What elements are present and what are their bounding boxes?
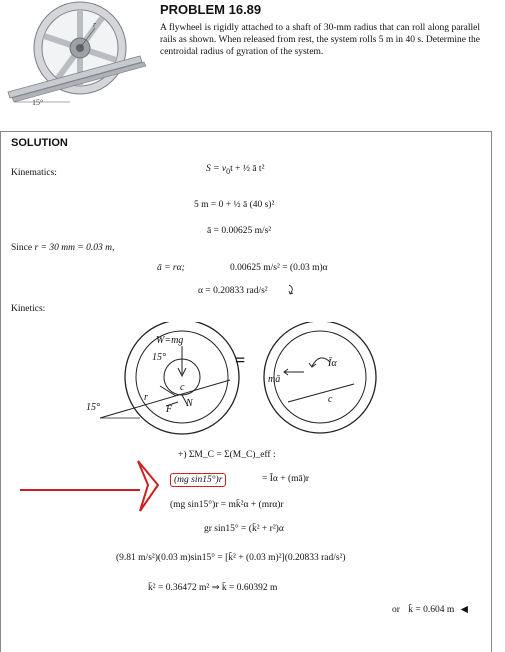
fbd-angle-label-base: 15°	[86, 402, 100, 413]
fbd-angle-label: 15°	[152, 352, 166, 363]
kinematics-label: Kinematics:	[11, 168, 57, 178]
since-rest: r = 30 mm = 0.03 m,	[34, 243, 115, 253]
problem-statement: A flywheel is rigidly attached to a shaft of 30-mm radius that can roll along parallel rails as shown. When released from rest, the system rolls 5 m in 40 s. Determine the centroidal radius of gyration of the system.	[160, 23, 480, 57]
equation-moment-3: gr sin15° = (k̄² + r²)α	[204, 524, 284, 534]
fbd-normal-label: N	[186, 398, 193, 409]
kd-force-label: mā	[268, 374, 281, 385]
clockwise-arrow-icon	[287, 284, 297, 296]
equation-moment-2: (mg sin15°)r = mk̄²α + (mrα)r	[170, 500, 284, 510]
kinetics-label: Kinetics:	[11, 304, 46, 314]
problem-figure	[0, 0, 150, 112]
equation-result: k̄² = 0.36472 m² ⇒ k̄ = 0.60392 m	[148, 583, 278, 593]
equation-acceleration: ā = 0.00625 m/s²	[207, 226, 272, 236]
equation-moment-1: = Īα + (mā)r	[262, 474, 310, 484]
since-text: Since	[11, 243, 33, 253]
fbd-center-label: c	[180, 382, 185, 393]
eq1-sub: 0	[226, 166, 231, 176]
since-statement	[11, 243, 114, 253]
equation-kinematics-2: 5 m = 0 + ½ ā (40 s)²	[194, 200, 275, 210]
figure-radius-label: r	[93, 20, 97, 29]
kd-center-label: c	[328, 394, 333, 405]
equation-rolling-a: ā = rα;	[157, 263, 185, 273]
answer-or: or	[392, 605, 400, 615]
answer-marker-icon: ◀	[460, 605, 468, 615]
answer-value: k̄ = 0.604 m	[408, 605, 455, 615]
figure-angle-label: 15°	[32, 98, 44, 107]
free-body-diagram	[80, 322, 400, 442]
fbd-equals-sign: =	[235, 350, 246, 370]
fbd-friction-label: F	[166, 404, 173, 415]
red-annotation	[0, 455, 180, 515]
equation-rolling-b: 0.00625 m/s² = (0.03 m)α	[230, 263, 328, 273]
equation-boxed-term: (mg sin15°)r	[170, 473, 226, 487]
fbd-radius-label: r	[144, 392, 148, 403]
eq1-lhs: S = v	[206, 164, 227, 174]
solution-title: SOLUTION	[11, 137, 68, 149]
equation-alpha: α = 0.20833 rad/s²	[198, 286, 268, 296]
equation-numeric: (9.81 m/s²)(0.03 m)sin15° = [k̄² + (0.03 m)²](0.20833 rad/s²)	[116, 553, 346, 563]
problem-title: PROBLEM 16.89	[160, 2, 262, 17]
eq1-rhs: t + ½ ā t²	[230, 164, 265, 174]
moment-equation-header: +) ΣM_C = Σ(M_C)_eff :	[178, 450, 276, 460]
equation-kinematics-1	[206, 164, 264, 176]
kd-inertia-label: Īα	[328, 358, 337, 369]
final-answer	[392, 604, 468, 615]
fbd-weight-label: W=mg	[156, 335, 184, 346]
